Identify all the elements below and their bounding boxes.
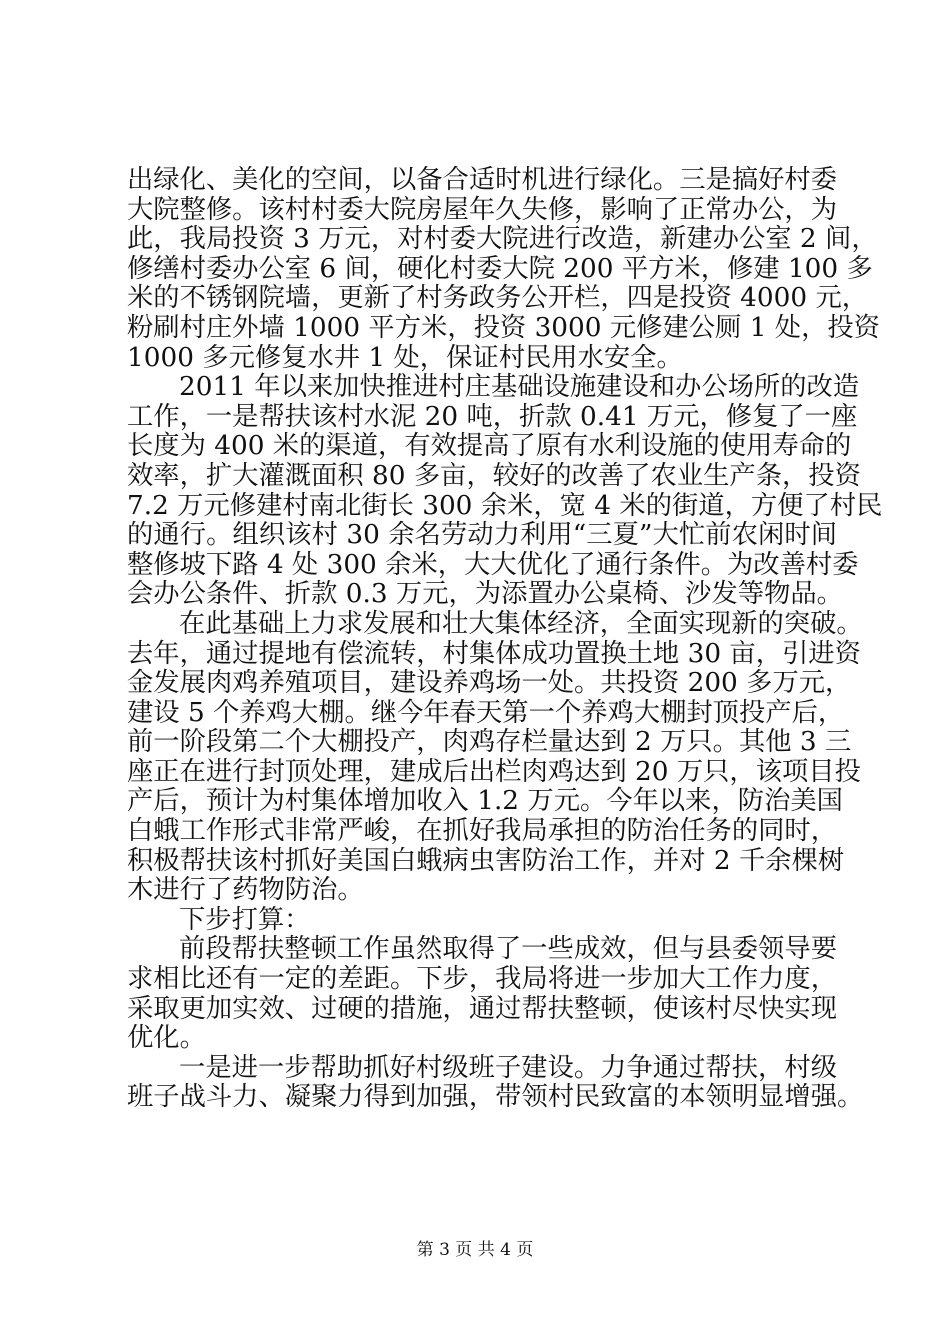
text-line: 前一阶段第二个大棚投产，肉鸡存栏量达到 2 万只。其他 3 三: [127, 727, 852, 758]
text-line: 座正在进行封顶处理，建成后出栏肉鸡达到 20 万只，该项目投: [127, 756, 861, 787]
text-line: 一是进一步帮助抓好村级班子建设。力争通过帮扶，村级: [179, 1052, 837, 1083]
text-line: 1000 多元修复水井 1 处，保证村民用水安全。: [127, 342, 683, 373]
text-line: 7.2 万元修建村南北街长 300 余米，宽 4 米的街道，方便了村民: [127, 490, 883, 521]
text-line: 产后，预计为村集体增加收入 1.2 万元。今年以来，防治美国: [127, 786, 843, 817]
text-line: 此，我局投资 3 万元，对村委大院进行改造，新建办公室 2 间，: [127, 224, 878, 255]
page-footer: 第 3 页 共 4 页: [416, 1240, 534, 1260]
text-line: 金发展肉鸡养殖项目，建设养鸡场一处。共投资 200 多万元，: [127, 668, 852, 699]
text-line: 修缮村委办公室 6 间，硬化村委大院 200 平方米，修建 100 多: [127, 253, 873, 284]
text-line: 去年，通过提地有偿流转，村集体成功置换土地 30 亩，引进资: [127, 638, 861, 669]
text-line: 整修坡下路 4 处 300 余米，大大优化了通行条件。为改善村委: [127, 549, 859, 580]
text-line: 班子战斗力、凝聚力得到加强，带领村民致富的本领明显增强。: [127, 1082, 864, 1113]
text-line: 大院整修。该村村委大院房屋年久失修，影响了正常办公，为: [127, 194, 838, 225]
text-line: 建设 5 个养鸡大棚。继今年春天第一个养鸡大棚封顶投产后，: [127, 697, 845, 728]
text-line: 采取更加实效、过硬的措施，通过帮扶整顿，使该村尽快实现: [127, 993, 838, 1024]
text-line: 前段帮扶整顿工作虽然取得了一些成效，但与县委领导要: [179, 934, 837, 965]
body-text: [127, 165, 883, 1113]
text-line: 木进行了药物防治。: [127, 875, 364, 906]
text-line: 2011 年以来加快推进村庄基础设施建设和办公场所的改造: [179, 372, 860, 403]
text-line: 在此基础上力求发展和壮大集体经济，全面实现新的突破。: [179, 608, 863, 639]
text-line: 粉刷村庄外墙 1000 平方米，投资 3000 元修建公厕 1 处，投资: [127, 312, 880, 343]
text-line: 出绿化、美化的空间，以备合适时机进行绿化。三是搞好村委: [127, 165, 838, 195]
text-line: 下步打算：: [179, 904, 311, 935]
text-line: 工作，一是帮扶该村水泥 20 吨，折款 0.41 万元，修复了一座: [127, 401, 858, 432]
text-line: 的通行。组织该村 30 余名劳动力利用“三夏”大忙前农闲时间: [127, 520, 837, 551]
text-line: 优化。: [127, 1023, 206, 1054]
text-line: 效率，扩大灌溉面积 80 多亩，较好的改善了农业生产条，投资: [127, 460, 861, 491]
text-line: 米的不锈钢院墙，更新了村务政务公开栏，四是投资 4000 元，: [127, 283, 869, 314]
text-line: 会办公条件、折款 0.3 万元，为添置办公桌椅、沙发等物品。: [127, 579, 843, 610]
text-line: 白蛾工作形式非常严峻，在抓好我局承担的防治任务的同时，: [127, 816, 838, 847]
text-line: 积极帮扶该村抓好美国白蛾病虫害防治工作，并对 2 千余棵树: [127, 845, 845, 876]
text-line: 求相比还有一定的差距。下步，我局将进一步加大工作力度，: [127, 964, 838, 995]
text-line: 长度为 400 米的渠道，有效提高了原有水利设施的使用寿命的: [127, 431, 852, 462]
